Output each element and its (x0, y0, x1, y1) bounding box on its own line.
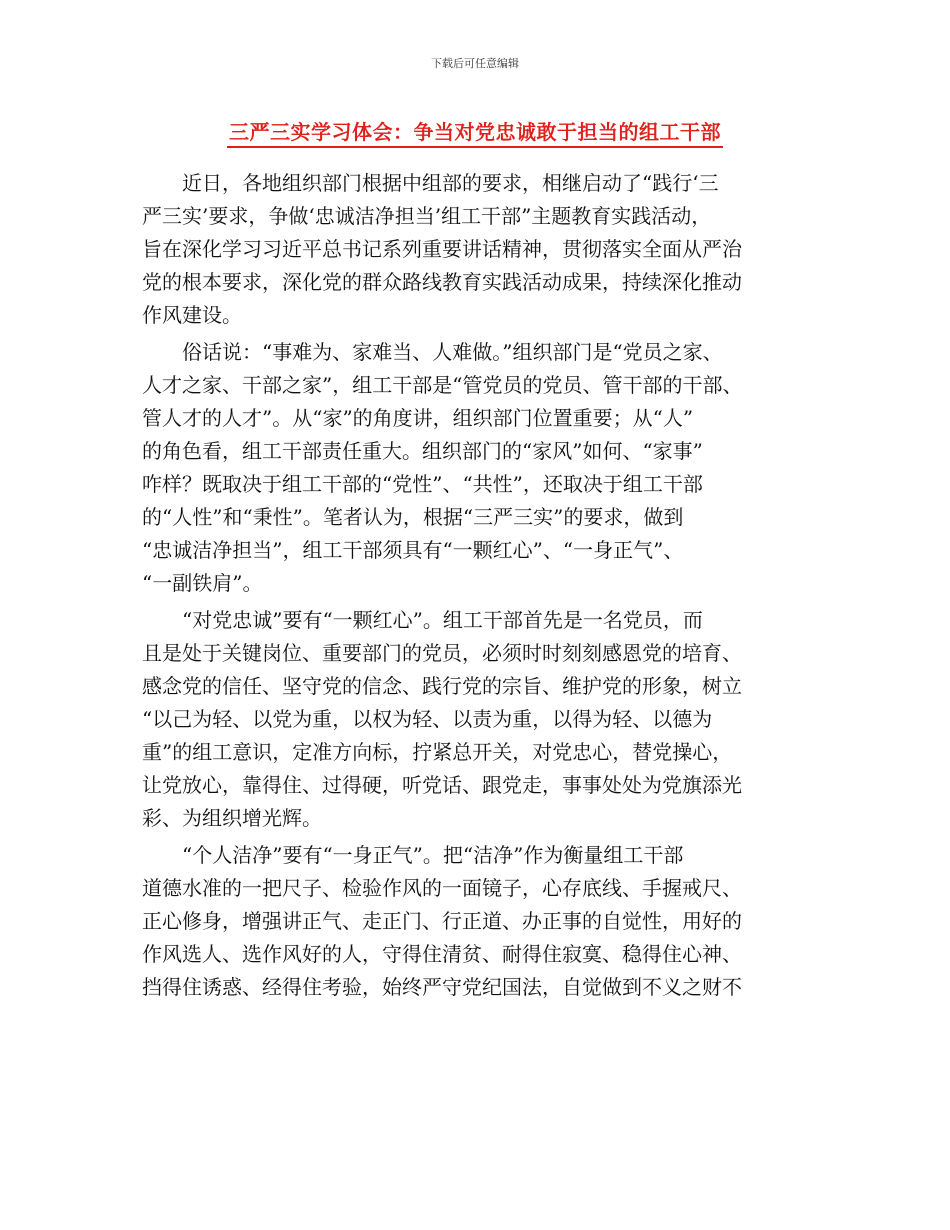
paragraph-line: 俗话说：“事难为、家难当、人难做。”组织部门是“党员之家、 (182, 340, 723, 364)
paragraph-line: “以己为轻、以党为重，以权为轻、以责为重，以得为轻、以德为 (142, 707, 713, 731)
document-body (142, 167, 822, 1008)
paragraph-line: 党的根本要求，深化党的群众路线教育实践活动成果，持续深化推动 (142, 270, 742, 294)
paragraph-line: 道德水准的一把尺子、检验作风的一面镜子，心存底线、手握戒尺、 (142, 876, 742, 900)
paragraph-line: “一副铁肩”。 (142, 571, 263, 595)
paragraph-line: 挡得住诱惑、经得住考验，始终严守党纪国法，自觉做到不义之财不 (142, 975, 742, 999)
paragraph-line: “对党忠诚”要有“一颗红心”。组工干部首先是一名党员，而 (182, 608, 703, 632)
paragraph-line: 感念党的信任、坚守党的信念、践行党的宗旨、维护党的形象，树立 (142, 674, 742, 698)
paragraph-line: 作风选人、选作风好的人，守得住清贫、耐得住寂寞、稳得住心神、 (142, 942, 742, 966)
paragraph-line: 且是处于关键岗位、重要部门的党员，必须时时刻刻感恩党的培育、 (142, 641, 742, 665)
paragraph-line: 正心修身，增强讲正气、走正门、行正道、办正事的自觉性，用好的 (142, 909, 742, 933)
paragraph-4 (142, 839, 822, 1004)
paragraph-line: 作风建设。 (142, 303, 242, 327)
paragraph-line: “忠诚洁净担当”，组工干部须具有“一颗红心”、“一身正气”、 (142, 538, 684, 562)
paragraph-line: 的角色看，组工干部责任重大。组织部门的“家风”如何、“家事” (142, 439, 703, 463)
paragraph-line: 重”的组工意识，定准方向标，拧紧总开关，对党忠心，替党操心， (142, 740, 733, 764)
paragraph-line: 的“人性”和“秉性”。笔者认为，根据“三严三实”的要求，做到 (142, 505, 684, 529)
paragraph-line: 人才之家、干部之家”，组工干部是“管党员的党员、管干部的干部、 (142, 373, 743, 397)
document-title-wrap (0, 116, 950, 145)
paragraph-line: 严三实’要求，争做‘忠诚洁净担当’组工干部”主题教育实践活动， (142, 204, 712, 228)
paragraph-3 (142, 604, 822, 835)
page-header: 下载后可任意编辑 (431, 57, 519, 70)
paragraph-line: 让党放心，靠得住、过得硬，听党话、跟党走，事事处处为党旗添光 (142, 773, 742, 797)
paragraph-line: “个人洁净”要有“一身正气”。把“洁净”作为衡量组工干部 (182, 843, 684, 867)
paragraph-1 (142, 167, 822, 332)
paragraph-2 (142, 336, 822, 600)
paragraph-line: 近日，各地组织部门根据中组部的要求，相继启动了“践行‘三 (182, 171, 719, 195)
paragraph-line: 旨在深化学习习近平总书记系列重要讲话精神，贯彻落实全面从严治 (142, 237, 742, 261)
document-title: 三严三实学习体会：争当对党忠诚敢于担当的组工干部 (227, 120, 723, 148)
paragraph-line: 彩、为组织增光辉。 (142, 806, 322, 830)
paragraph-line: 咋样？既取决于组工干部的“党性”、“共性”，还取决于组工干部 (142, 472, 703, 496)
paragraph-line: 管人才的人才”。从“家”的角度讲，组织部门位置重要；从“人” (142, 406, 694, 430)
